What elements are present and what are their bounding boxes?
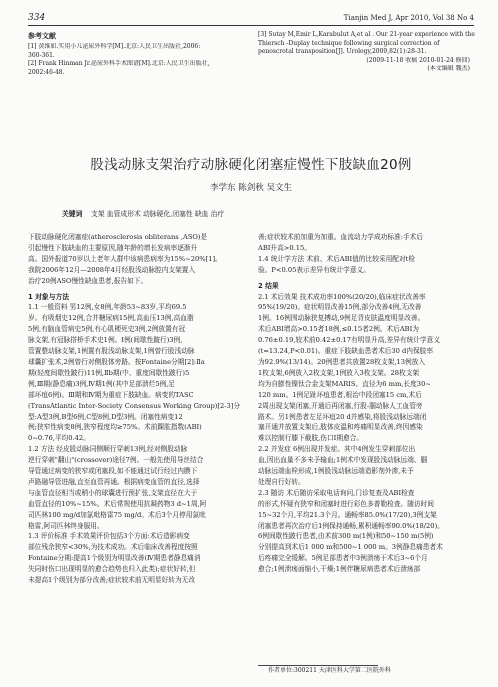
footnote-rule — [258, 665, 378, 666]
body-line: 下肢动脉硬化闭塞症(atherosclerosis obliterans ,ASO)是 — [28, 233, 208, 241]
reference-line: [1] 黄维如.实用小儿泌尿外科学[M].北京:人民卫生出版社,2006: — [28, 43, 201, 50]
references-right — [258, 31, 478, 74]
body-line: 脉支架,有冠脉搭桥手术史1例。Ⅰ例(间歇性跛行)3例, — [28, 336, 183, 345]
body-line: 逆行穿刺"翻山"(crossover)途径7例。一般先使用导丝结合 — [28, 456, 204, 465]
body-line: 95%(19/20)。症状明显改善15例,部分改善4例,无改善 — [258, 303, 422, 312]
body-line: 部位残余狭窄<30%,为技术成功。术后临床改善程度按照 — [28, 543, 198, 552]
body-line: 验。P<0.05表示差异有统计学意义。 — [258, 265, 370, 274]
body-line: 管置整动脉支架,1例置有股浅动脉支架,1例曾行股浅动脉 — [28, 347, 195, 356]
body-line: (t=13.24,P<0.01)。重症下肢缺血患者术后30 d内保肢率 — [258, 347, 434, 356]
body-line: 未提高1个级别为部分改善;症状较术前无明显好转为无改 — [28, 576, 196, 585]
body-line: 与血管直径相当或稍小的球囊进行预扩张,支架直径在大于 — [28, 488, 198, 497]
right-column — [258, 232, 479, 575]
body-line: 期(轻度间歇性跛行)11例,Ⅱb期(中、重度间歇性跛行)5 — [28, 368, 190, 377]
body-line: 愈合;1例溃疡面缩小,干燥;1例伴糖尿病患者术后溃疡部 — [258, 565, 421, 574]
body-line: 格雷,阿司匹林终身服用。 — [28, 521, 104, 530]
body-line: 1.2 方法 经皮股动脉同侧顺行穿刺13例,经对侧股动脉 — [28, 445, 188, 454]
reference-line: 360-361. — [28, 51, 55, 59]
body-line: 1.4 统计学方法 术前、术后ABI值的比较采用配对t检 — [258, 254, 416, 263]
body-line: 0.76±0.19,较术前0.42±0.17有明显升高,差异有统计学意义 — [258, 336, 441, 345]
page-number: 334 — [28, 13, 46, 23]
reference-line: 2002:46-48. — [28, 68, 65, 76]
body-line: 失同时伤口出现明显的愈合趋势也归入此类);症状好转,但 — [28, 565, 196, 574]
body-line: 善;症状较术前加重为加重。血流动力学成功标准:手术后 — [258, 233, 424, 241]
body-line: 1枚支架,6例放入2枚支架,1例放入3枚支架。28枚支架 — [258, 368, 420, 377]
body-line: 2周出现支架闭塞,开通后再闭塞,行股-腘动脉人工血管旁 — [258, 401, 423, 410]
body-line: 120 mm。1例足趾坏疽患者,根治中段闭塞15 cm,术后 — [258, 390, 422, 399]
reference-line: [2] Frank Hinman Jr.泌尿外科手术图谱[M].北京:人民卫生出版社, — [28, 60, 210, 68]
body-line: 均为自膨性镍钛合金支架MARIS。直径为6 mm,长度30~ — [258, 379, 431, 388]
body-line: 处理自行好转。 — [258, 477, 305, 486]
keywords-label: 关键词 — [62, 210, 83, 218]
body-line: 动脉远端血栓形成,1例股浅动脉远端造影剂外渗,未予 — [258, 467, 414, 476]
journal-info: Tianjin Med J, Apr 2010, Vol 38 No 4 — [343, 14, 474, 22]
body-line: 的形式,怀疑有狭窄和闭塞时进行彩色多普勒检查。随访时间 — [258, 499, 434, 508]
reference-line: (2009-11-18 收稿 2010-01-24 修回) — [366, 56, 470, 64]
footnote: 作者单位:300211 天津医科大学第二医院外科 — [268, 667, 391, 674]
reference-line: Thiersch -Duplay technique following surgical correction of — [258, 39, 440, 47]
body-line: 例;狭窄性病变8例,狭窄程度均≥75%。术前踝肱指数(ABI) — [28, 423, 202, 432]
reference-line: (本文编辑 魏杰) — [427, 65, 470, 73]
body-line: 型:A型3例,B型6例,C型8例,D型3例。闭塞性病变12 — [28, 412, 183, 421]
body-line: 2.1 术后效果 技术成功率100%(20/20),临床症状改善率 — [258, 292, 426, 301]
reference-line: [3] Sutay M,Emir L,Karabulut A,et al . Our 21-year experience with the — [258, 31, 475, 38]
article-authors: 李学东 陈剑秋 吴文生 — [210, 183, 292, 193]
body-line: 例,Ⅲ期(静息痛)3例,Ⅳ期1例(其中足部溃烂5例,足 — [28, 379, 176, 388]
body-line: 球囊扩张术,2例曾行对侧股体旁路。按Fontaine分期[2]:Ⅱa — [28, 357, 205, 366]
body-line: 6例间歇性跛行患者,由术前300 m(1例)和50~150 m(5例) — [258, 532, 434, 541]
body-line: 2.3 随访 术后随访采取电话询问,门诊复查及ABI检查 — [258, 488, 415, 497]
body-line: 血管直径的10%~15%。术后常规使用抗凝药物3 d~1周,阿 — [28, 499, 207, 508]
body-line: 声路融导管进融,直至血管再通。根据病变血管的直径,选择 — [28, 477, 200, 486]
body-line: 为92.9%(13/14)。20例患者共放置28枚支架,13例放入 — [258, 357, 426, 366]
references-left — [28, 43, 250, 77]
body-line: 血,因出血量不多未予输血;1例术中发现股浅动脉远端、腘 — [258, 456, 428, 465]
body-line: 高。国外报道70岁以上老年人群中该病患病率为15%~20%[1]。 — [28, 254, 222, 263]
keywords — [62, 208, 224, 218]
body-line: 导管通过病变的狭窄或闭塞段,如不能通过试行经过内膜下 — [28, 467, 198, 476]
body-line: 1.1 一般资料 男12例,女8例,年龄53~83岁,平均69.5 — [28, 303, 187, 312]
body-line: Fontaine分期:提高1个级别为明显改善(Ⅳ期患者静息痛消 — [28, 554, 201, 563]
body-line: 司匹林100 mg/d加氯吡格雷75 mg/d。术后3个月停用氯吡 — [28, 510, 206, 519]
body-line: 路术。另1例患者左足坏疽20 d并感染,将股浅动脉远端闭 — [258, 412, 427, 421]
body-line: 我院2006年12月—2008年4月经股浅动脉腔内支架置入 — [28, 265, 196, 274]
body-line: 1.3 评价标准 手术效果评价包括3个方面:术后造影病变 — [28, 532, 190, 541]
body-line: 0~0.76,平均0.42。 — [28, 434, 90, 443]
header-rule — [28, 25, 474, 26]
body-line: 难以控制行膝下截肢,伤口Ⅰ期愈合。 — [258, 434, 364, 443]
article-title: 股浅动脉支架治疗动脉硬化闭塞症慢性下肢缺血20例 — [90, 157, 412, 173]
body-line: 治疗20例ASO慢性缺血患者,报告如下。 — [28, 276, 148, 285]
body-line: 闭塞患者再次治疗后1例保持通畅,累积通畅率90.0%(18/20)。 — [258, 521, 444, 530]
body-line: 2.2 并发症 6例出现并发症。其中4例发生穿刺部位出 — [258, 445, 416, 454]
body-line: 引起慢性下肢缺血的主要原因,随年龄的增长发病率逐渐升 — [28, 243, 198, 252]
body-line: 塞开通并放置支架后,肢体皮温和疼痛明显改善,终因感染 — [258, 423, 423, 432]
left-column — [28, 232, 249, 586]
body-line: 1例。16例围动脉狭复搏动,9例足背皮肤温度明显改善。 — [258, 314, 425, 323]
body-line: 分别提高到术后1 000 m和500~1 000 m。3例静息痛患者术 — [258, 543, 443, 552]
body-line: (TransAtlantic Inter-Society Consensus Working Group)[2-3]分 — [28, 401, 241, 410]
body-line: 后疼痛完全缓解。5例足部患者中3例溃疡于术后3~6个月 — [258, 554, 428, 563]
keywords-list: 支架 血管成形术 动脉硬化,闭塞性 缺血 治疗 — [91, 210, 225, 218]
section-heading: 1 对象与方法 — [28, 292, 70, 301]
section-heading: 2 结果 — [258, 281, 279, 290]
body-line: 术后ABI增高>0.15者18例,≤0.15者2例。术后ABI为 — [258, 325, 419, 334]
body-line: 岁。有吸烟史12例,合并糖尿病15例,高血压13例,高血脂 — [28, 314, 194, 323]
reference-line: penoscrotal transposition[J]. Urology,2009,82(1):28-31. — [258, 48, 427, 56]
body-line: 15~32个月,平均21.3个月。通畅率85.0%(17/20),3例支架 — [258, 510, 437, 519]
references-heading: 参考文献 — [28, 32, 56, 40]
body-line: ABI升高>0.15。 — [258, 243, 311, 252]
body-line: 部坏疽6例)。Ⅲ期和Ⅳ期为重症下肢缺血。病变的TASC — [28, 390, 194, 399]
body-line: 5例,有脑血管病史5例,有心肌梗死史3例,2例放置有冠 — [28, 325, 186, 334]
